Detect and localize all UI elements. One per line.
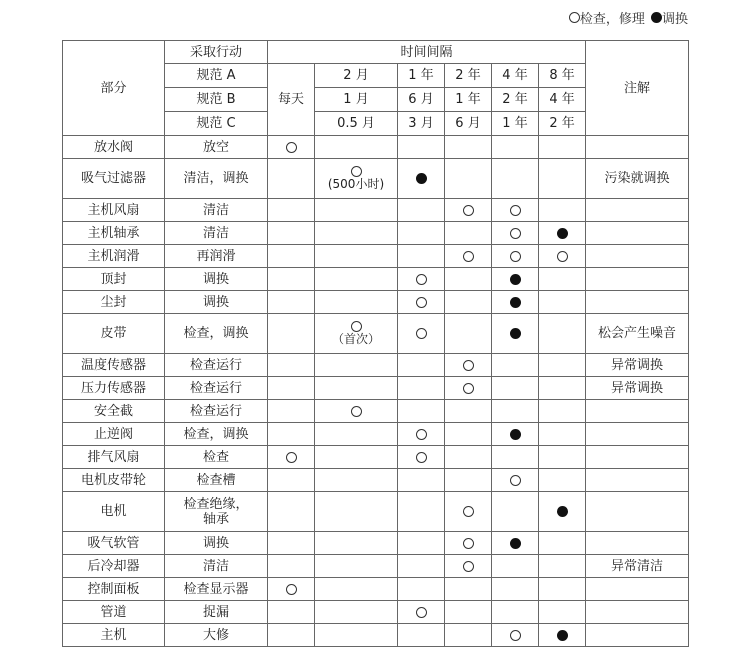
interval-cell bbox=[268, 601, 315, 624]
interval-cell bbox=[268, 222, 315, 245]
interval-cell bbox=[268, 400, 315, 423]
legend-inspect-label: 检查，修理 bbox=[579, 12, 645, 27]
interval-cell bbox=[268, 136, 315, 159]
note-cell: 污染就调换 bbox=[586, 159, 689, 199]
action-line: 清洁 bbox=[202, 558, 229, 574]
spec-cell: 0.5 月 bbox=[315, 112, 398, 136]
interval-cell bbox=[492, 532, 539, 555]
part-cell: 吸气过滤器 bbox=[63, 159, 165, 199]
interval-cell bbox=[315, 314, 398, 354]
action-cell bbox=[165, 532, 268, 555]
interval-cell bbox=[445, 291, 492, 314]
interval-cell bbox=[268, 423, 315, 446]
action-cell bbox=[165, 199, 268, 222]
open-circle-icon bbox=[463, 383, 474, 394]
open-circle-icon bbox=[351, 321, 362, 332]
part-cell: 电机 bbox=[63, 492, 165, 532]
table-row bbox=[63, 377, 689, 400]
filled-circle-icon bbox=[510, 328, 521, 339]
action-cell bbox=[165, 222, 268, 245]
interval-cell bbox=[398, 469, 445, 492]
interval-cell bbox=[268, 354, 315, 377]
table-row bbox=[63, 199, 689, 222]
part-cell: 管道 bbox=[63, 601, 165, 624]
open-circle-icon bbox=[416, 274, 427, 285]
open-circle-icon bbox=[351, 406, 362, 417]
table-row bbox=[63, 400, 689, 423]
interval-cell bbox=[445, 245, 492, 268]
interval-cell bbox=[445, 268, 492, 291]
interval-cell bbox=[315, 354, 398, 377]
interval-cell bbox=[398, 222, 445, 245]
action-cell bbox=[165, 469, 268, 492]
part-cell: 温度传感器 bbox=[63, 354, 165, 377]
interval-cell bbox=[398, 314, 445, 354]
spec-cell: 2 月 bbox=[315, 64, 398, 88]
part-cell: 主机 bbox=[63, 624, 165, 647]
interval-cell bbox=[445, 532, 492, 555]
action-line: 检查槽 bbox=[196, 472, 236, 488]
part-cell: 顶封 bbox=[63, 268, 165, 291]
header-part: 部分 bbox=[63, 41, 165, 136]
interval-cell bbox=[539, 245, 586, 268]
interval-cell bbox=[315, 578, 398, 601]
legend bbox=[569, 8, 688, 27]
open-circle-icon bbox=[416, 452, 427, 463]
schedule-body bbox=[63, 136, 689, 647]
interval-cell bbox=[492, 601, 539, 624]
interval-cell bbox=[315, 446, 398, 469]
open-circle-icon bbox=[569, 12, 580, 23]
interval-cell bbox=[398, 268, 445, 291]
interval-cell bbox=[268, 291, 315, 314]
action-cell bbox=[165, 354, 268, 377]
spec-cell: 6 月 bbox=[398, 88, 445, 112]
part-cell: 后冷却器 bbox=[63, 555, 165, 578]
part-cell: 控制面板 bbox=[63, 578, 165, 601]
action-cell bbox=[165, 377, 268, 400]
interval-cell bbox=[268, 578, 315, 601]
action-cell bbox=[165, 291, 268, 314]
action-line: 检查，调换 bbox=[183, 426, 249, 442]
note-cell bbox=[586, 601, 689, 624]
interval-cell bbox=[539, 578, 586, 601]
part-cell: 安全截 bbox=[63, 400, 165, 423]
interval-cell bbox=[445, 400, 492, 423]
interval-cell bbox=[445, 624, 492, 647]
open-circle-icon bbox=[510, 251, 521, 262]
table-row bbox=[63, 492, 689, 532]
action-cell bbox=[165, 159, 268, 199]
interval-cell bbox=[268, 446, 315, 469]
spec-cell: 1 年 bbox=[492, 112, 539, 136]
interval-cell bbox=[268, 268, 315, 291]
filled-circle-icon bbox=[510, 274, 521, 285]
open-circle-icon bbox=[286, 452, 297, 463]
interval-cell bbox=[315, 291, 398, 314]
note-cell bbox=[586, 222, 689, 245]
action-line: 检查 bbox=[202, 449, 229, 465]
action-cell bbox=[165, 400, 268, 423]
header-action: 采取行动 bbox=[165, 41, 268, 64]
spec-cell: 1 月 bbox=[315, 88, 398, 112]
spec-cell: 8 年 bbox=[539, 64, 586, 88]
interval-cell bbox=[492, 423, 539, 446]
note-cell bbox=[586, 199, 689, 222]
part-cell: 主机润滑 bbox=[63, 245, 165, 268]
interval-cell bbox=[398, 492, 445, 532]
part-cell: 吸气软管 bbox=[63, 532, 165, 555]
interval-cell bbox=[398, 601, 445, 624]
interval-cell bbox=[445, 469, 492, 492]
open-circle-icon bbox=[463, 538, 474, 549]
table-row bbox=[63, 624, 689, 647]
part-cell: 尘封 bbox=[63, 291, 165, 314]
note-cell bbox=[586, 291, 689, 314]
action-line: 清洁 bbox=[202, 202, 229, 218]
filled-circle-icon bbox=[416, 173, 427, 184]
table-row bbox=[63, 268, 689, 291]
interval-cell bbox=[268, 492, 315, 532]
interval-cell bbox=[492, 400, 539, 423]
filled-circle-icon bbox=[557, 228, 568, 239]
open-circle-icon bbox=[416, 429, 427, 440]
note-cell: 异常清洁 bbox=[586, 555, 689, 578]
part-cell: 压力传感器 bbox=[63, 377, 165, 400]
interval-cell bbox=[492, 578, 539, 601]
action-cell bbox=[165, 314, 268, 354]
interval-cell bbox=[492, 159, 539, 199]
interval-cell bbox=[492, 555, 539, 578]
interval-cell bbox=[445, 354, 492, 377]
action-line: 大修 bbox=[202, 627, 229, 643]
open-circle-icon bbox=[416, 297, 427, 308]
part-cell: 止逆阀 bbox=[63, 423, 165, 446]
interval-note: （首次） bbox=[331, 332, 380, 346]
interval-cell bbox=[445, 377, 492, 400]
interval-cell bbox=[268, 159, 315, 199]
spec-cell: 1 年 bbox=[398, 64, 445, 88]
interval-cell bbox=[398, 159, 445, 199]
spec-cell: 4 年 bbox=[539, 88, 586, 112]
interval-cell bbox=[398, 578, 445, 601]
interval-cell bbox=[268, 377, 315, 400]
action-line: 检查显示器 bbox=[183, 581, 249, 597]
interval-cell bbox=[539, 222, 586, 245]
interval-cell bbox=[539, 400, 586, 423]
open-circle-icon bbox=[416, 328, 427, 339]
interval-cell bbox=[398, 532, 445, 555]
action-line: 再润滑 bbox=[196, 248, 236, 264]
action-line: 放空 bbox=[202, 139, 229, 155]
table-row bbox=[63, 532, 689, 555]
table-row bbox=[63, 136, 689, 159]
action-cell bbox=[165, 624, 268, 647]
interval-cell bbox=[445, 446, 492, 469]
interval-cell bbox=[445, 601, 492, 624]
open-circle-icon bbox=[510, 228, 521, 239]
action-line: 调换 bbox=[202, 294, 229, 310]
open-circle-icon bbox=[416, 607, 427, 618]
action-cell bbox=[165, 268, 268, 291]
note-cell: 异常调换 bbox=[586, 354, 689, 377]
interval-cell bbox=[398, 199, 445, 222]
action-cell bbox=[165, 601, 268, 624]
filled-circle-icon bbox=[510, 429, 521, 440]
table-row bbox=[63, 159, 689, 199]
interval-cell bbox=[315, 268, 398, 291]
interval-cell bbox=[539, 446, 586, 469]
filled-circle-icon bbox=[510, 297, 521, 308]
action-line: 检查运行 bbox=[189, 403, 242, 419]
table-row bbox=[63, 423, 689, 446]
open-circle-icon bbox=[463, 506, 474, 517]
interval-cell bbox=[315, 159, 398, 199]
table-row bbox=[63, 245, 689, 268]
open-circle-icon bbox=[463, 360, 474, 371]
interval-cell bbox=[315, 492, 398, 532]
interval-cell bbox=[268, 245, 315, 268]
interval-cell bbox=[539, 268, 586, 291]
interval-cell bbox=[315, 624, 398, 647]
spec-cell: 2 年 bbox=[539, 112, 586, 136]
interval-cell bbox=[315, 601, 398, 624]
part-cell: 主机轴承 bbox=[63, 222, 165, 245]
interval-cell bbox=[398, 423, 445, 446]
open-circle-icon bbox=[510, 630, 521, 641]
table-row bbox=[63, 555, 689, 578]
open-circle-icon bbox=[510, 475, 521, 486]
interval-cell bbox=[492, 245, 539, 268]
spec-cell: 2 年 bbox=[445, 64, 492, 88]
interval-cell bbox=[268, 469, 315, 492]
interval-cell bbox=[445, 578, 492, 601]
interval-cell bbox=[492, 377, 539, 400]
open-circle-icon bbox=[557, 251, 568, 262]
interval-note: (500小时) bbox=[327, 177, 385, 191]
header-interval: 时间间隔 bbox=[268, 41, 586, 64]
interval-cell bbox=[398, 291, 445, 314]
interval-cell bbox=[445, 136, 492, 159]
interval-cell bbox=[268, 624, 315, 647]
spec-cell: 3 月 bbox=[398, 112, 445, 136]
table-row bbox=[63, 578, 689, 601]
note-cell bbox=[586, 400, 689, 423]
action-line: 清洁，调换 bbox=[183, 171, 249, 186]
note-cell: 异常调换 bbox=[586, 377, 689, 400]
interval-cell bbox=[445, 222, 492, 245]
interval-cell bbox=[315, 199, 398, 222]
spec-cell: 2 年 bbox=[492, 88, 539, 112]
spec-c-label: 规范 C bbox=[165, 112, 268, 136]
note-cell bbox=[586, 532, 689, 555]
interval-cell bbox=[445, 423, 492, 446]
action-cell bbox=[165, 555, 268, 578]
interval-cell bbox=[315, 469, 398, 492]
filled-circle-icon bbox=[651, 12, 662, 23]
interval-cell bbox=[445, 199, 492, 222]
table-row bbox=[63, 446, 689, 469]
interval-cell bbox=[492, 199, 539, 222]
table-row bbox=[63, 314, 689, 354]
table-row bbox=[63, 469, 689, 492]
interval-cell bbox=[492, 314, 539, 354]
note-cell bbox=[586, 446, 689, 469]
interval-cell bbox=[492, 136, 539, 159]
interval-cell bbox=[268, 199, 315, 222]
note-cell bbox=[586, 492, 689, 532]
note-cell bbox=[586, 268, 689, 291]
action-line: 调换 bbox=[202, 271, 229, 287]
filled-circle-icon bbox=[510, 538, 521, 549]
interval-cell bbox=[398, 555, 445, 578]
open-circle-icon bbox=[286, 584, 297, 595]
interval-cell bbox=[492, 446, 539, 469]
open-circle-icon bbox=[463, 251, 474, 262]
action-cell bbox=[165, 492, 268, 532]
spec-b-label: 规范 B bbox=[165, 88, 268, 112]
interval-cell bbox=[539, 555, 586, 578]
action-cell bbox=[165, 245, 268, 268]
interval-cell bbox=[315, 377, 398, 400]
interval-cell bbox=[492, 268, 539, 291]
interval-cell bbox=[398, 354, 445, 377]
interval-cell bbox=[315, 245, 398, 268]
action-cell bbox=[165, 578, 268, 601]
interval-cell bbox=[315, 532, 398, 555]
interval-cell bbox=[539, 199, 586, 222]
action-line: 检查，调换 bbox=[183, 326, 249, 341]
interval-cell bbox=[315, 222, 398, 245]
action-line: 调换 bbox=[202, 535, 229, 551]
open-circle-icon bbox=[463, 205, 474, 216]
interval-cell bbox=[315, 555, 398, 578]
interval-cell bbox=[398, 245, 445, 268]
interval-cell bbox=[492, 354, 539, 377]
open-circle-icon bbox=[510, 205, 521, 216]
interval-cell bbox=[445, 492, 492, 532]
interval-cell bbox=[398, 136, 445, 159]
interval-cell bbox=[398, 400, 445, 423]
interval-cell bbox=[539, 423, 586, 446]
action-line: 检查运行 bbox=[189, 380, 242, 396]
note-cell bbox=[586, 469, 689, 492]
interval-cell bbox=[492, 291, 539, 314]
action-cell bbox=[165, 423, 268, 446]
action-line: 轴承 bbox=[202, 511, 229, 527]
interval-cell bbox=[315, 400, 398, 423]
interval-cell bbox=[315, 423, 398, 446]
spec-a-label: 规范 A bbox=[165, 64, 268, 88]
open-circle-icon bbox=[463, 561, 474, 572]
note-cell bbox=[586, 136, 689, 159]
interval-cell bbox=[268, 532, 315, 555]
interval-cell bbox=[268, 555, 315, 578]
note-cell bbox=[586, 578, 689, 601]
interval-cell bbox=[398, 446, 445, 469]
action-line: 清洁 bbox=[202, 225, 229, 241]
interval-cell bbox=[539, 377, 586, 400]
interval-cell bbox=[445, 159, 492, 199]
spec-cell: 6 月 bbox=[445, 112, 492, 136]
interval-cell bbox=[492, 624, 539, 647]
part-cell: 皮带 bbox=[63, 314, 165, 354]
interval-cell bbox=[539, 136, 586, 159]
interval-cell bbox=[539, 532, 586, 555]
header-notes: 注解 bbox=[586, 41, 689, 136]
part-cell: 排气风扇 bbox=[63, 446, 165, 469]
table-row bbox=[63, 222, 689, 245]
interval-cell bbox=[539, 159, 586, 199]
table-row bbox=[63, 354, 689, 377]
interval-cell bbox=[398, 624, 445, 647]
interval-cell bbox=[492, 222, 539, 245]
note-cell: 松会产生噪音 bbox=[586, 314, 689, 354]
interval-cell bbox=[492, 469, 539, 492]
legend-replace-label: 调换 bbox=[661, 12, 688, 27]
part-cell: 主机风扇 bbox=[63, 199, 165, 222]
interval-cell bbox=[445, 555, 492, 578]
maintenance-schedule-table bbox=[62, 40, 689, 647]
action-line: 检查绝缘， bbox=[183, 496, 249, 512]
interval-cell bbox=[268, 314, 315, 354]
interval-cell bbox=[539, 314, 586, 354]
filled-circle-icon bbox=[557, 630, 568, 641]
interval-cell bbox=[539, 291, 586, 314]
part-cell: 电机皮带轮 bbox=[63, 469, 165, 492]
filled-circle-icon bbox=[557, 506, 568, 517]
open-circle-icon bbox=[351, 166, 362, 177]
interval-cell bbox=[539, 601, 586, 624]
spec-cell: 1 年 bbox=[445, 88, 492, 112]
interval-cell bbox=[539, 492, 586, 532]
table-row bbox=[63, 601, 689, 624]
interval-cell bbox=[315, 136, 398, 159]
interval-cell bbox=[398, 377, 445, 400]
action-cell bbox=[165, 446, 268, 469]
spec-cell: 4 年 bbox=[492, 64, 539, 88]
open-circle-icon bbox=[286, 142, 297, 153]
note-cell bbox=[586, 624, 689, 647]
interval-cell bbox=[492, 492, 539, 532]
note-cell bbox=[586, 245, 689, 268]
interval-cell bbox=[539, 469, 586, 492]
header-daily: 每天 bbox=[268, 64, 315, 136]
note-cell bbox=[586, 423, 689, 446]
interval-cell bbox=[539, 624, 586, 647]
action-cell bbox=[165, 136, 268, 159]
table-row bbox=[63, 291, 689, 314]
action-line: 检查运行 bbox=[189, 357, 242, 373]
interval-cell bbox=[539, 354, 586, 377]
part-cell: 放水阀 bbox=[63, 136, 165, 159]
interval-cell bbox=[445, 314, 492, 354]
action-line: 捉漏 bbox=[202, 604, 229, 620]
